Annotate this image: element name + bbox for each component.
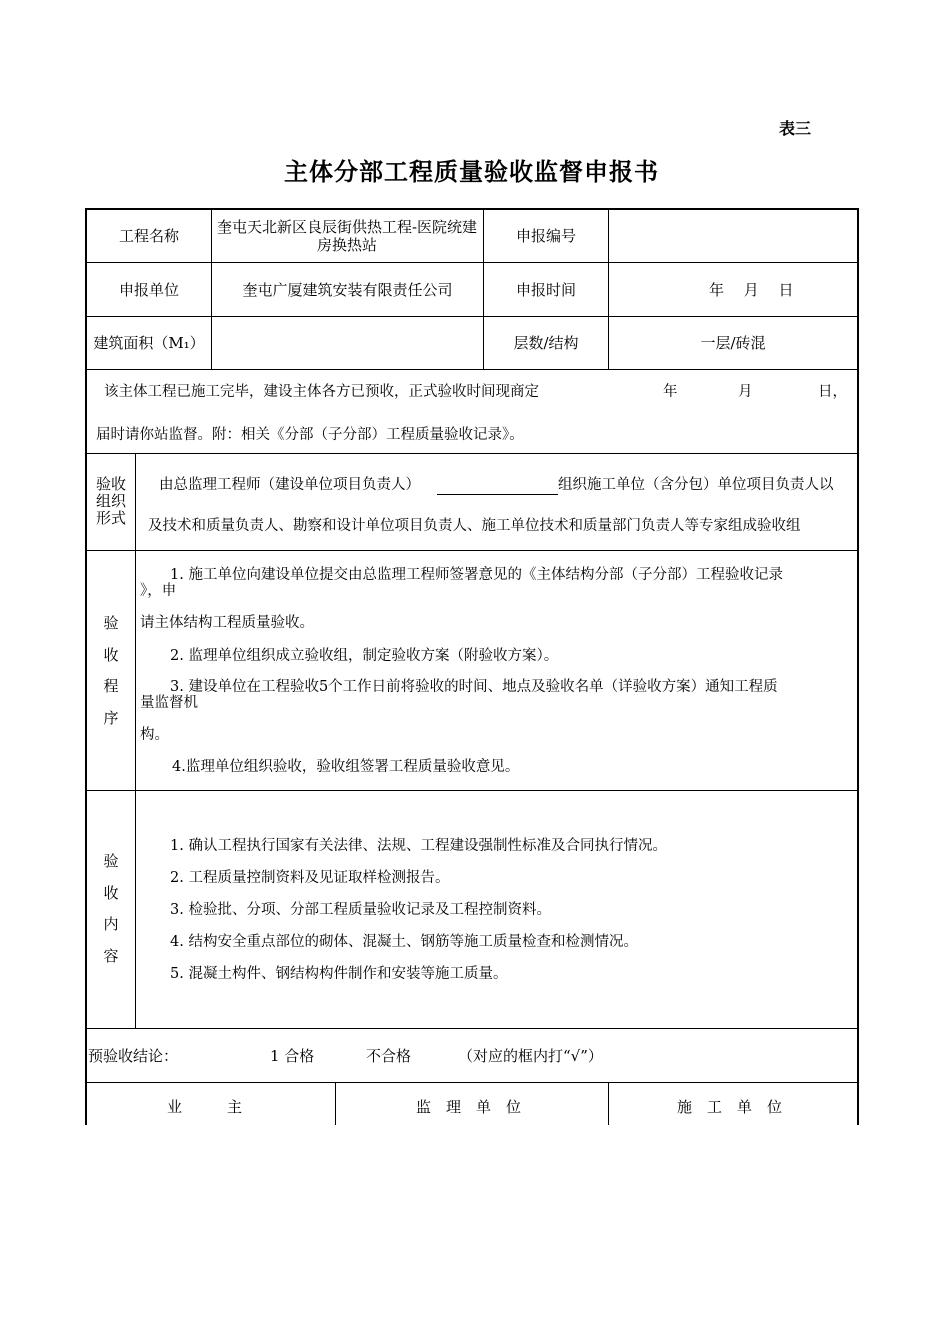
conclusion-pass-option[interactable]: 1 合格 (270, 1047, 315, 1065)
content-label (86, 846, 136, 972)
procedure-step2: 2. 监理单位组织成立验收组，制定验收方案（附验收方案）。 (170, 648, 559, 664)
org-line1-a: 由总监理工程师（建设单位项目负责人） (159, 477, 420, 493)
area-label: 建筑面积（M₁） (93, 334, 205, 352)
signature-supervisor: 监 理 单 位 (416, 1098, 522, 1116)
project-name-value: 奎屯天北新区良辰街供热工程-医院统建房换热站 (216, 217, 478, 254)
report-time-value: 年 月 日 (709, 280, 794, 299)
procedure-label-char: 收 (103, 645, 119, 664)
org-form-label: 验收组织形式 (95, 475, 126, 527)
org-blank-underline (437, 494, 558, 495)
floors-label: 层数/结构 (513, 334, 579, 352)
applicant-value: 奎屯广厦建筑安装有限责任公司 (242, 280, 453, 299)
content-label-char: 内 (103, 915, 119, 933)
procedure-step3-b: 量监督机 (140, 695, 198, 711)
conclusion-hint: （对应的框内打“√”） (458, 1047, 603, 1065)
notice-line2: 届时请你站监督。附：相关《分部（子分部）工程质量验收记录》。 (96, 427, 524, 443)
content-label-char: 容 (103, 946, 119, 965)
org-line2: 及技术和质量负责人、勘察和设计单位项目负责人、施工单位技术和质量部门负责人等专家组成验收组 (148, 518, 801, 534)
conclusion-label: 预验收结论： (88, 1047, 179, 1065)
conclusion-fail-option[interactable]: 不合格 (366, 1047, 412, 1065)
notice-day: 日， (818, 384, 847, 400)
content-item: 1. 确认工程执行国家有关法律、法规、工程建设强制性标准及合同执行情况。 (170, 838, 667, 854)
content-item: 3. 检验批、分项、分部工程质量验收记录及工程控制资料。 (170, 902, 551, 918)
signature-contractor: 施 工 单 位 (677, 1098, 783, 1116)
signature-owner: 业 主 (167, 1098, 243, 1116)
notice-year: 年 (663, 384, 678, 400)
org-form-content (137, 455, 856, 549)
content-item: 4. 结构安全重点部位的砌体、混凝土、钢筋等施工质量检查和检测情况。 (170, 934, 638, 950)
procedure-label-char: 程 (103, 677, 119, 695)
procedure-label (86, 608, 136, 734)
floors-value: 一层/砖混 (700, 334, 766, 352)
applicant-label: 申报单位 (118, 280, 179, 299)
content-item: 5. 混凝土构件、钢结构构件制作和安装等施工质量。 (170, 966, 508, 982)
procedure-step4: 4.监理单位组织验收，验收组签署工程质量验收意见。 (172, 759, 520, 775)
report-no-value (609, 209, 857, 262)
procedure-step1-c: 请主体结构工程质量验收。 (140, 615, 314, 631)
report-no-label: 申报编号 (515, 226, 576, 245)
procedure-step1-a: 1. 施工单位向建设单位提交由总监理工程师签署意见的《主体结构分部（子分部）工程验收记录 (170, 567, 783, 583)
content-label-char: 收 (103, 883, 119, 902)
project-name-label: 工程名称 (118, 226, 179, 245)
area-value (212, 317, 483, 369)
org-line1-b: 组织施工单位（含分包）单位项目负责人以 (558, 477, 834, 493)
table-code: 表三 (779, 119, 812, 138)
report-time-label: 申报时间 (515, 280, 576, 299)
procedure-label-char: 序 (103, 708, 119, 727)
content-item: 2. 工程质量控制资料及见证取样检测报告。 (170, 870, 450, 886)
content-label-char: 验 (103, 852, 119, 870)
page-title: 主体分部工程质量验收监督申报书 (284, 158, 659, 186)
procedure-step1-b: 》，申 (140, 583, 177, 599)
procedure-step3-c: 构。 (140, 727, 169, 743)
procedure-label-char: 验 (103, 614, 119, 632)
procedure-step3-a: 3. 建设单位在工程验收5个工作日前将验收的时间、地点及验收名单（详验收方案）通知工程质 (170, 679, 778, 695)
notice-line1: 该主体工程已施工完毕，建设主体各方已预收，正式验收时间现商定 (104, 384, 539, 400)
notice-month: 月 (738, 384, 753, 400)
